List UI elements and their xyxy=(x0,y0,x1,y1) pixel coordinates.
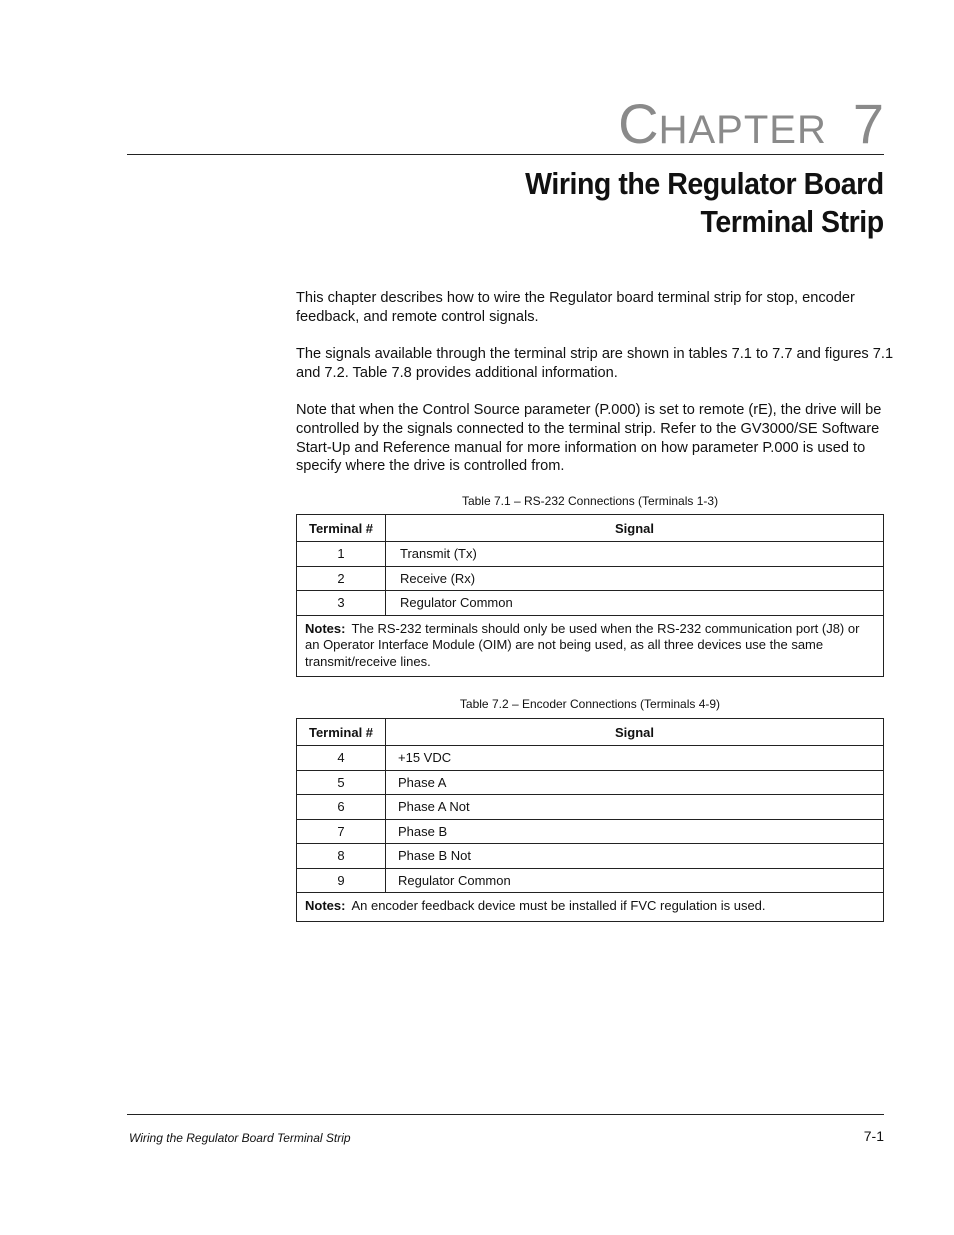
signal-name: Regulator Common xyxy=(386,868,884,893)
table-row xyxy=(297,591,884,616)
terminal-number: 9 xyxy=(297,868,386,893)
column-header-signal: Signal xyxy=(386,515,884,542)
terminal-number: 7 xyxy=(297,819,386,844)
signal-name: Transmit (Tx) xyxy=(386,542,884,567)
chapter-heading-initial: C xyxy=(618,92,659,155)
table-notes xyxy=(297,893,884,922)
table-caption: Table 7.1 – RS-232 Connections (Terminals 1-3) xyxy=(461,494,719,508)
rs232-connections-table xyxy=(296,514,884,677)
column-header-terminal: Terminal # xyxy=(297,719,386,746)
notes-text: An encoder feedback device must be installed if FVC regulation is used. xyxy=(351,898,766,913)
table-header-row xyxy=(297,515,884,542)
chapter-heading-word: HAPTER xyxy=(658,108,827,152)
signal-name: Regulator Common xyxy=(386,591,884,616)
table-row xyxy=(297,795,884,820)
terminal-number: 3 xyxy=(297,591,386,616)
terminal-number: 8 xyxy=(297,844,386,869)
table-row xyxy=(297,868,884,893)
chapter-rule xyxy=(127,154,884,155)
table-row xyxy=(297,542,884,567)
signals-paragraph: The signals available through the terminal strip are shown in tables 7.1 to 7.7 and figures 7.1 and 7.2. Table 7.8 provides additional information. xyxy=(296,346,894,381)
terminal-number: 1 xyxy=(297,542,386,567)
table-caption: Table 7.2 – Encoder Connections (Terminals 4-9) xyxy=(459,697,721,711)
notes-text: The RS-232 terminals should only be used when the RS-232 communication port (J8) or an Operator Interface Module (OIM) are not being used, as all three devices use the same transmit/receive lines. xyxy=(305,620,860,669)
table-row xyxy=(297,746,884,771)
table-notes-row xyxy=(297,615,884,677)
terminal-number: 2 xyxy=(297,566,386,591)
table-notes xyxy=(297,615,884,677)
notes-label: Notes: xyxy=(305,620,346,636)
terminal-number: 4 xyxy=(297,746,386,771)
table-row xyxy=(297,566,884,591)
column-header-terminal: Terminal # xyxy=(297,515,386,542)
chapter-number: 7 xyxy=(852,92,884,155)
table-header-row xyxy=(297,719,884,746)
chapter-title xyxy=(525,165,884,241)
table-row xyxy=(297,819,884,844)
intro-paragraph: This chapter describes how to wire the Regulator board terminal strip for stop, encoder feedback, and remote control signals. xyxy=(296,290,855,325)
column-header-signal: Signal xyxy=(386,719,884,746)
signal-name: Phase B Not xyxy=(386,844,884,869)
footer-title: Wiring the Regulator Board Terminal Strip xyxy=(129,1131,351,1145)
control-source-paragraph: Note that when the Control Source parameter (P.000) is set to remote (rE), the drive will be controlled by the signals connected to the terminal strip. Refer to the GV3000/SE Software Start-Up and Reference manual for more information on how parameter P.000 is used to specify where the drive is controlled from. xyxy=(296,402,882,475)
terminal-number: 5 xyxy=(297,770,386,795)
page-number: 7-1 xyxy=(863,1128,884,1144)
signal-name: Phase B xyxy=(386,819,884,844)
chapter-title-line-2: Terminal Strip xyxy=(700,204,884,239)
signal-name: Phase A xyxy=(386,770,884,795)
signal-name: +15 VDC xyxy=(386,746,884,771)
table-notes-row xyxy=(297,893,884,922)
notes-label: Notes: xyxy=(305,898,346,913)
footer-rule xyxy=(127,1114,884,1115)
chapter-heading xyxy=(618,92,884,155)
signal-name: Phase A Not xyxy=(386,795,884,820)
table-row xyxy=(297,770,884,795)
table-row xyxy=(297,844,884,869)
chapter-title-line-1: Wiring the Regulator Board xyxy=(525,166,884,201)
signal-name: Receive (Rx) xyxy=(386,566,884,591)
encoder-connections-table xyxy=(296,718,884,922)
terminal-number: 6 xyxy=(297,795,386,820)
